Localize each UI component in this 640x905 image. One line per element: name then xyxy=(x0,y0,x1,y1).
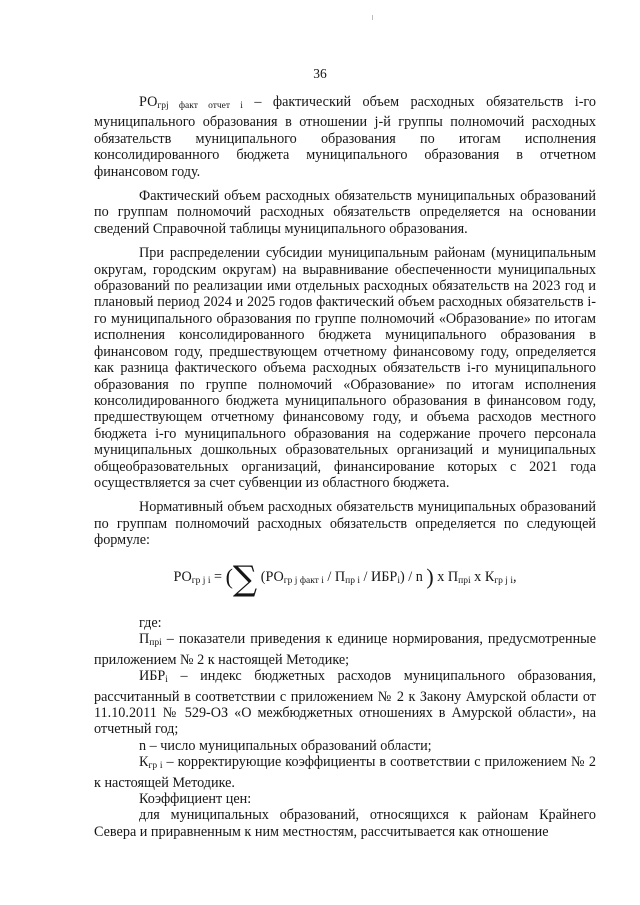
formula-term-k: х К xyxy=(470,568,495,585)
formula-term-ppr: х П xyxy=(433,568,459,585)
page-number: 36 xyxy=(313,66,327,81)
formula-term-ibr: / ИБР xyxy=(360,568,398,585)
definition-n: n – число муниципальных образований области; xyxy=(139,737,432,754)
formula-comma: , xyxy=(512,568,517,585)
symbol-ro-subscript: грj факт отчет i xyxy=(157,101,243,111)
scan-mark xyxy=(372,15,373,20)
definition-ppr xyxy=(94,631,596,668)
symbol-k-subscript: гр i xyxy=(148,761,163,772)
symbol-ro: РО xyxy=(139,94,158,110)
definition-ibr-text: – индекс бюджетных расходов муниципального образования, рассчитанный в соответствии с приложением № 2 к Закону Амурской области от 11.10.2011 № 529-ОЗ «О межбюджетных отношениях в Амурской области», на отчетный год; xyxy=(94,668,596,738)
formula-term-n: ) / n xyxy=(399,568,423,585)
paragraph-normative-volume-intro: Нормативный объем расходных обязательств муниципальных образований по группам полномочий расходных обязательств определяется по следующей формуле: xyxy=(94,499,596,549)
definition-ppr-text: – показатели приведения к единице нормирования, предусмотренные приложением № 2 к настоящей Методике; xyxy=(94,631,596,668)
formula-term-p-subscript: пр i xyxy=(345,575,360,586)
price-coefficient-heading: Коэффициент цен: xyxy=(139,791,252,808)
definition-k-text: – корректирующие коэффициенты в соответствии с приложением № 2 к настоящей Методике. xyxy=(94,754,596,791)
paragraph-subsidy-distribution: При распределении субсидии муниципальным районам (муниципальным округам, городским округам) на выравнивание обеспеченности муниципальных образований по реализации ими отдельных расходных обязательств на 2023 год и плановый период 2024 и 2025 годов фактический объем расходных обязательств i-го муниципального образования по группе полномочий «Образование» по итогам исполнения консолидированного бюджета муниципального образования в финансовом году, предшествующем отчетному финансовому году, определяется как разница фактического объема расходных обязательств i-го муниципального образования по группе полномочий «Образование» по итогам исполнения консолидированного бюджета муниципального образования в финансовом году, предшествующем отчетному финансовому году, и объема расходов местного бюджета i-го муниципального образования на содержание прочего персонала муниципальных дошкольных образовательных организаций и муниципальных общеобразовательных организаций, финансирование которых с 2021 года осуществляется за счет субвенции из областного бюджета. xyxy=(94,245,596,491)
paragraph-actual-volume-source: Фактический объем расходных обязательств муниципальных образований по группам полномочий расходных обязательств определяется на основании сведений Справочной таблицы муниципального образования. xyxy=(94,188,596,237)
formula-equals: = xyxy=(210,568,226,585)
formula-term-ro-subscript: гр j факт i xyxy=(283,575,324,586)
formula-lhs: РО xyxy=(173,568,192,585)
formula-term-ibr-subscript: i xyxy=(397,575,400,586)
symbol-ibr: ИБР xyxy=(139,668,166,685)
definition-k xyxy=(94,754,596,791)
symbol-p-subscript: прi xyxy=(149,638,162,649)
document-body xyxy=(94,94,596,840)
definition-ibr xyxy=(94,668,596,738)
formula-lhs-subscript: гр j i xyxy=(191,575,211,586)
symbol-k: К xyxy=(139,754,149,771)
formula-term-k-subscript: гр j i xyxy=(494,575,513,586)
symbol-ibr-subscript: i xyxy=(165,675,168,686)
definition-text: – фактический объем расходных обязательств i-го муниципального образования в отношении j-й группы полномочий расходных обязательств муниципального образования по итогам исполнения консолидированного бюджета муниципального образования в отчетном финансовом году. xyxy=(94,94,596,180)
paragraph-far-north: для муниципальных образований, относящихся к районам Крайнего Севера и приравненным к ним местностям, рассчитывается как отношение xyxy=(94,807,596,840)
symbol-p: П xyxy=(139,631,150,648)
formula-open-paren: ( xyxy=(225,563,233,589)
formula-term-p: / П xyxy=(323,568,346,585)
where-label: где: xyxy=(139,614,162,631)
formula xyxy=(94,558,596,599)
formula-term-ro: (РО xyxy=(260,568,284,585)
formula-term-ppr-subscript: прi xyxy=(458,575,471,586)
formula-close-paren: ) xyxy=(426,563,434,589)
paragraph-actual-obligations-definition xyxy=(94,94,596,180)
sigma-symbol: ∑ xyxy=(232,558,258,599)
